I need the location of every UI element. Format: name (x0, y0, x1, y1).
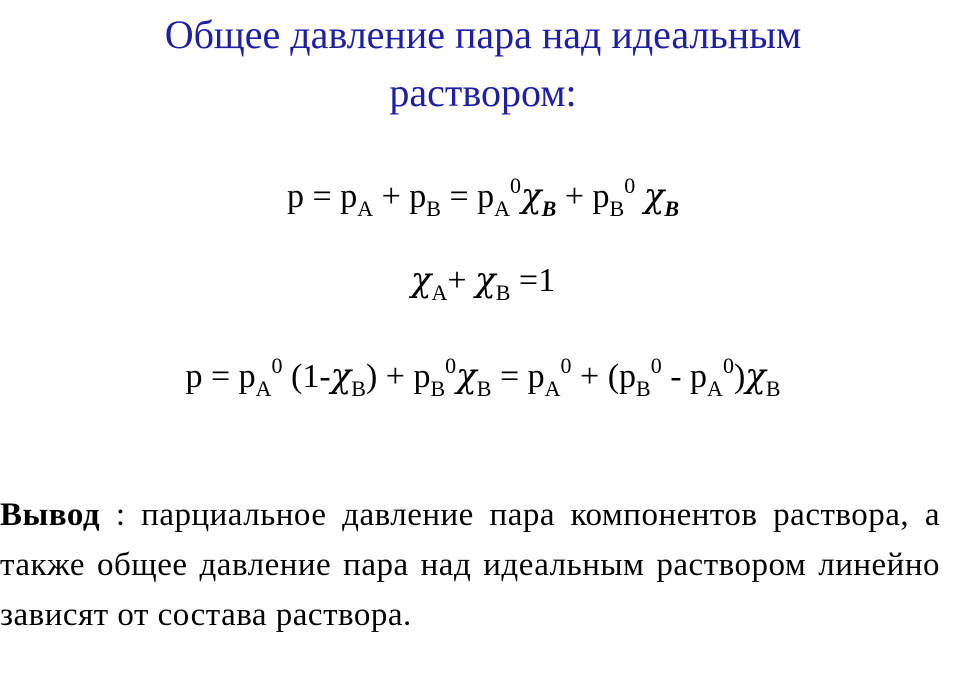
conclusion-text: : парциальное давление пара компонентов раствора, а также общее давление пара над идеальным раствором линейно зависят от состава раствора. (0, 497, 940, 633)
formula-sub-b-2: B (430, 376, 446, 401)
formula-eq-2: = (440, 178, 478, 215)
formula-pa: p (340, 178, 358, 215)
formula-sup-zero-5: 0 (722, 353, 734, 378)
formula-sub-a: A (255, 376, 272, 401)
formula-chi: χ (521, 176, 542, 216)
formula-sub-b-4: B (636, 376, 651, 401)
title-line-1: Общее давление пара над идеальным (164, 12, 802, 57)
formula-chi-b: χ (475, 260, 496, 300)
formula-sup-zero: 0 (510, 173, 522, 198)
formula-mole-fractions (0, 260, 966, 305)
formula-eq: = (304, 178, 341, 215)
formula-sub-b: B (426, 196, 441, 221)
formula-sub-a: A (431, 280, 448, 305)
formula-sub-a-2: A (544, 376, 561, 401)
formula-chi-3: χ (745, 356, 766, 396)
formula-space (635, 178, 644, 215)
slide-title (0, 6, 966, 122)
formula-sub-b-chi-2: B (664, 196, 679, 221)
formula-chi-a: χ (410, 260, 432, 300)
formula-eq: = p (491, 358, 545, 395)
formula-plus-2: + (556, 178, 593, 215)
formula-sub-b: B (495, 280, 511, 305)
formula-sub-a-3: A (707, 376, 723, 401)
formula-sub-a: A (357, 196, 374, 221)
formula-sup-zero-2: 0 (624, 173, 636, 198)
formula-sub-a-2: A (494, 196, 511, 221)
formula-sub-b-3: B (476, 376, 492, 401)
formula-sub-b-5: B (765, 376, 781, 401)
formula-equals-one: =1 (510, 262, 556, 299)
formula-sup-zero: 0 (271, 353, 283, 378)
formula-linear-dependence (0, 353, 966, 401)
formula-plus: + (p (571, 358, 637, 395)
formula-pb: p (409, 178, 427, 215)
formula-chi: χ (330, 356, 352, 396)
formula-sup-zero-2: 0 (445, 353, 457, 378)
formula-total-pressure (0, 173, 966, 221)
formula-pb-2: p (592, 178, 610, 215)
formula-chi-2: χ (456, 356, 477, 396)
formula-pa: p (238, 358, 256, 395)
conclusion-label: Вывод (0, 497, 101, 533)
formula-p: p (287, 178, 304, 215)
title-line-2: раствором: (389, 70, 577, 115)
formula-sup-zero-3: 0 (560, 353, 572, 378)
conclusion-paragraph (0, 490, 940, 640)
formula-sub-b: B (351, 376, 366, 401)
formula-chi-2: χ (643, 176, 665, 216)
formula-plus: + (373, 178, 410, 215)
formula-pa-2: p (477, 178, 495, 215)
formula-sup-zero-4: 0 (650, 353, 662, 378)
formula-minus: - p (661, 358, 708, 395)
formula-paren: ) (733, 358, 746, 395)
formula-sub-b-chi: B (541, 196, 557, 221)
formula-plus: + (447, 262, 476, 299)
formula-p: p = (185, 358, 239, 395)
formula-sub-b-2: B (609, 196, 625, 221)
formula-open: (1- (282, 358, 331, 395)
formula-close: ) + p (365, 358, 431, 395)
